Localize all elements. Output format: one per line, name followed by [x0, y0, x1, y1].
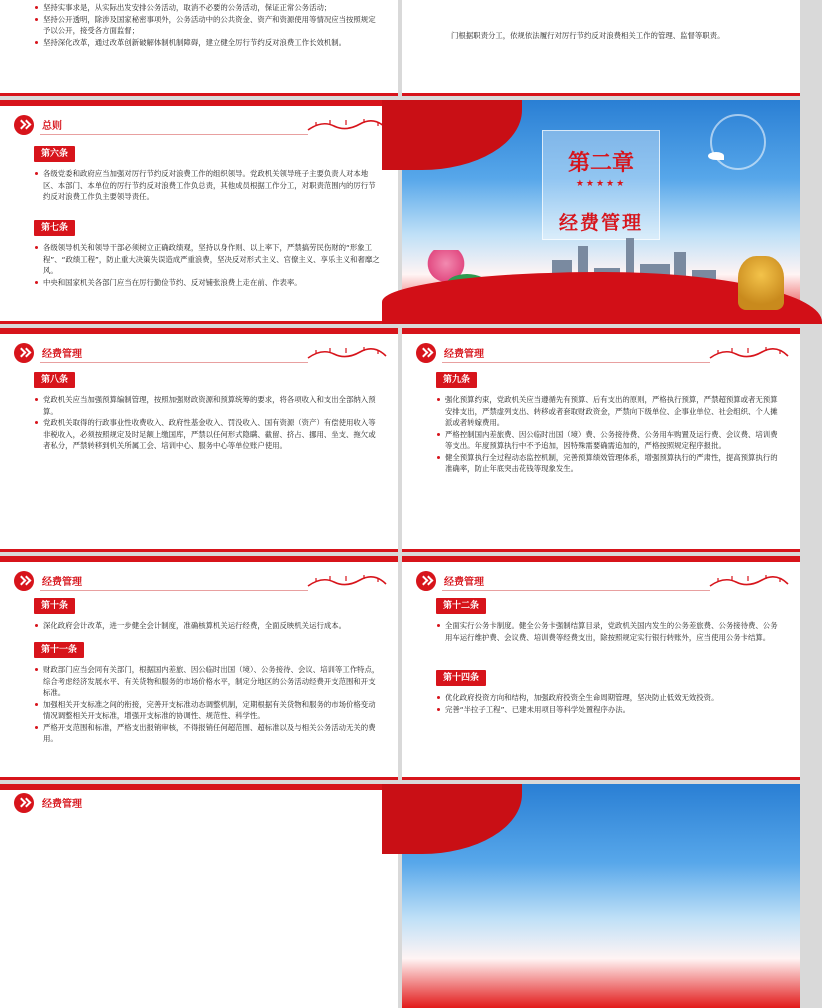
slide-article-9 [402, 328, 800, 552]
slide-bottom-bar [0, 549, 398, 552]
article-10-body [34, 620, 382, 632]
slide-responsibility-cont [402, 0, 800, 96]
stone-lion-icon [738, 256, 784, 310]
slide-general-provisions [0, 100, 398, 324]
article-8-body [34, 394, 382, 452]
article-tag-7: 第七条 [34, 220, 75, 236]
list-item: 坚持实事求是，从实际出发安排公务活动，取消不必要的公务活动，保证正常公务活动； [34, 2, 382, 14]
chapter-title: 经费管理 [558, 212, 643, 234]
list-item: 严格控制国内差旅费、因公临时出国（境）费、公务接待费、公务用车购置及运行费、会议费、培训费等支出。年度预算执行中不予追加，因特殊需要确需追加的，严格按照规定程序报批。 [436, 429, 784, 452]
article-7-body [34, 242, 382, 288]
section-title: 总则 [42, 121, 62, 132]
slide-header [0, 792, 398, 814]
double-chevron-icon [14, 571, 34, 591]
red-ribbon-decoration [382, 784, 522, 854]
header-divider [442, 590, 710, 591]
slide-article-12-14 [402, 556, 800, 780]
list-item: 坚持公开透明，除涉及国家秘密事项外，公务活动中的公共资金、资产和资源使用等情况应当按照规定予以公开，接受各方面监督； [34, 14, 382, 37]
slide-bottom-bar [402, 93, 800, 96]
slide-top-bar [402, 556, 800, 562]
slide-bottom-bar [402, 549, 800, 552]
section-title: 经费管理 [42, 349, 82, 360]
list-item: 优化政府投资方向和结构，加强政府投资全生命周期管理，坚决防止低效无效投资。 [436, 692, 784, 704]
great-wall-icon [708, 344, 790, 362]
list-item: 坚持深化改革，通过改革创新破解体制机制障碍，建立健全厉行节约反对浪费工作长效机制。 [34, 37, 382, 49]
slide-chapter-2 [402, 100, 800, 324]
slide-bottom-bar [0, 321, 398, 324]
list-item: 财政部门应当会同有关部门，根据国内差旅、因公临时出国（境）、公务接待、会议、培训等工作特点，综合考虑经济发展水平、有关货物和服务的市场价格水平，制定分地区的公务活动经费开支范围和开支标准。 [34, 664, 382, 699]
double-chevron-icon [416, 571, 436, 591]
double-chevron-icon [14, 343, 34, 363]
slide-header [0, 570, 398, 592]
article-6-body [34, 168, 382, 203]
list-item: 深化政府会计改革，进一步健全会计制度，准确核算机关运行经费，全面反映机关运行成本。 [34, 620, 382, 632]
article-14-body [436, 692, 784, 715]
section-title: 经费管理 [42, 799, 82, 810]
slide-article-8 [0, 328, 398, 552]
great-wall-icon [306, 572, 388, 590]
list-item: 党政机关应当加强预算编制管理，按照加强财政资源和预算统筹的要求，将各项收入和支出全部纳入预算。 [34, 394, 382, 417]
slide-top-bar [402, 328, 800, 334]
list-item: 党政机关取得的行政事业性收费收入、政府性基金收入、罚没收入、国有资源（资产）有偿使用收入等非税收入，必须按照规定及时足额上缴国库，严禁以任何形式隐瞒、截留、挤占、挪用、坐支、拖欠或者私分，严禁转移到机关所属工会、培训中心、服务中心等单位账户使用。 [34, 417, 382, 452]
paragraph: 门根据职责分工，依规依法履行对厉行节约反对浪费相关工作的管理、监督等职责。 [451, 31, 725, 40]
slide-header [0, 342, 398, 364]
slide-article-10-11 [0, 556, 398, 780]
article-tag-10: 第十条 [34, 598, 75, 614]
list-item: 强化预算约束，党政机关应当遵循先有预算、后有支出的原则，严格执行预算，严禁超预算或者无预算安排支出，严禁虚列支出、转移或者套取财政资金，严禁向下级单位、企事业单位、社会组织、个人摊派或者转嫁费用。 [436, 394, 784, 429]
article-9-body [436, 394, 784, 475]
slide-next-partial [0, 784, 398, 1008]
header-divider [40, 590, 308, 591]
slide-top-bar [0, 100, 398, 106]
list-item: 加强相关开支标准之间的衔接，完善开支标准动态调整机制，定期根据有关货物和服务的市场价格变动情况调整相关开支标准，增强开支标准的协调性、规范性、科学性。 [34, 699, 382, 722]
slide-top-bar [0, 784, 398, 790]
list-item: 健全预算执行全过程动态监控机制，完善预算绩效管理体系，增强预算执行的严肃性，提高预算执行的准确率，防止年底突击花钱等现象发生。 [436, 452, 784, 475]
section-title: 经费管理 [444, 577, 484, 588]
slide-header [402, 342, 800, 364]
article-tag-8: 第八条 [34, 372, 75, 388]
double-chevron-icon [14, 793, 34, 813]
list-item: 完善“半拉子工程”、已建未用项目等科学处置程序办法。 [436, 704, 784, 716]
slide-principles-cont [0, 0, 398, 96]
double-chevron-icon [14, 115, 34, 135]
slide-body [442, 30, 784, 42]
header-divider [442, 362, 710, 363]
slide-top-bar [0, 556, 398, 562]
slide-next-chapter-partial [402, 784, 800, 1008]
list-item: 各级党委和政府应当加强对厉行节约反对浪费工作的组织领导。党政机关领导班子主要负责人对本地区、本部门、本单位的厉行节约反对浪费工作负总责，其他成员根据工作分工，对职责范围内的厉行节约反对浪费工作负主要领导责任。 [34, 168, 382, 203]
slide-header [0, 114, 398, 136]
list-item: 全面实行公务卡制度。健全公务卡强制结算目录，党政机关国内发生的公务差旅费、公务接待费、公务用车运行维护费、会议费、培训费等经费支出，除按照规定实行银行转账外，应当使用公务卡结算。 [436, 620, 784, 643]
list-item: 严格开支范围和标准，严格支出报销审核，不得报销任何超范围、超标准以及与相关公务活动无关的费用。 [34, 722, 382, 745]
article-tag-14: 第十四条 [436, 670, 486, 686]
slide-header [402, 570, 800, 592]
list-item: 各级领导机关和领导干部必须树立正确政绩观，坚持以身作则、以上率下，严禁搞劳民伤财的“形象工程”、“政绩工程”，防止重大决策失误造成严重浪费，坚决反对形式主义、官僚主义、享乐主义和奢靡之风。 [34, 242, 382, 277]
double-chevron-icon [416, 343, 436, 363]
slide-bottom-bar [0, 93, 398, 96]
header-divider [40, 362, 308, 363]
slide-bottom-bar [0, 777, 398, 780]
great-wall-icon [306, 344, 388, 362]
article-12-body [436, 620, 784, 643]
section-title: 经费管理 [444, 349, 484, 360]
article-tag-6: 第六条 [34, 146, 75, 162]
article-11-body [34, 664, 382, 745]
article-tag-9: 第九条 [436, 372, 477, 388]
header-divider [40, 134, 308, 135]
slide-bottom-bar [402, 777, 800, 780]
star-row-icon: ★★★★★ [575, 179, 627, 189]
great-wall-icon [306, 116, 388, 134]
list-item: 中央和国家机关各部门应当在厉行勤俭节约、反对铺张浪费上走在前、作表率。 [34, 277, 382, 289]
chapter-number: 第二章 [567, 151, 634, 176]
article-tag-12: 第十二条 [436, 598, 486, 614]
section-title: 经费管理 [42, 577, 82, 588]
great-wall-icon [708, 572, 790, 590]
slide-top-bar [0, 328, 398, 334]
slide-body [34, 2, 382, 48]
article-tag-11: 第十一条 [34, 642, 84, 658]
